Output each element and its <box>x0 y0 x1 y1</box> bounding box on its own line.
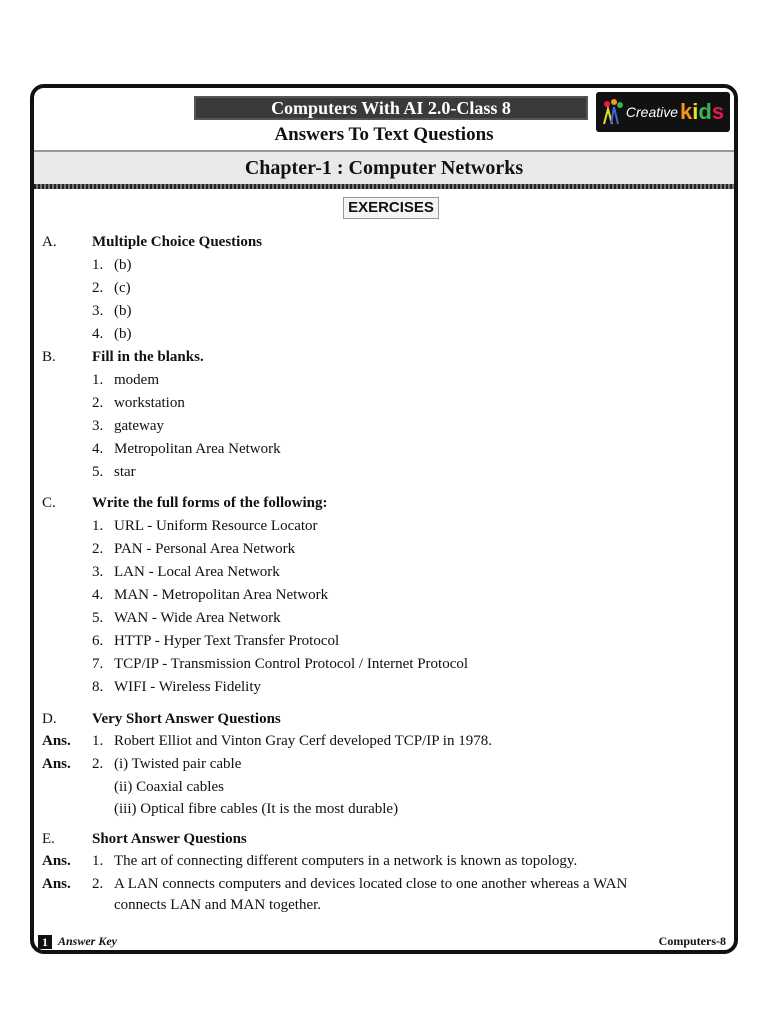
answer-label: Ans. <box>42 876 71 892</box>
chapter-title: Chapter-1 : Computer Networks <box>34 150 734 184</box>
kids-figures-icon <box>602 98 624 126</box>
list-item: 2. workstation <box>92 395 185 411</box>
section-letter: B. <box>42 349 56 365</box>
list-item: 3. (b) <box>92 303 132 319</box>
list-item: 4. Metropolitan Area Network <box>92 441 281 457</box>
logo-text-creative: Creative <box>625 104 679 120</box>
section-letter: C. <box>42 495 56 511</box>
list-item: 2. (c) <box>92 280 131 296</box>
footer-right: Computers-8 <box>658 934 726 948</box>
answer-text: 1. Robert Elliot and Vinton Gray Cerf developed TCP/IP in 1978. <box>92 733 492 749</box>
list-item: 6. HTTP - Hyper Text Transfer Protocol <box>92 633 340 649</box>
answer-text: 2. A LAN connects computers and devices located close to one another whereas a WAN <box>92 876 628 892</box>
divider <box>34 184 734 189</box>
list-item: 1. URL - Uniform Resource Locator <box>92 518 318 534</box>
page-subtitle: Answers To Text Questions <box>274 124 494 145</box>
answer-continuation: connects LAN and MAN together. <box>114 897 322 913</box>
section-title: Fill in the blanks. <box>92 349 204 365</box>
page-frame <box>30 84 738 954</box>
list-item: 8. WIFI - Wireless Fidelity <box>92 679 262 695</box>
answer-label: Ans. <box>42 733 71 749</box>
section-title: Short Answer Questions <box>92 831 247 847</box>
list-item: 3. LAN - Local Area Network <box>92 564 280 580</box>
answer-continuation: (iii) Optical fibre cables (It is the most durable) <box>114 801 399 817</box>
section-title: Very Short Answer Questions <box>92 711 281 727</box>
answer-label: Ans. <box>42 853 71 869</box>
list-item: 4. MAN - Metropolitan Area Network <box>92 587 329 603</box>
list-item: 4. (b) <box>92 326 132 342</box>
section-title: Multiple Choice Questions <box>92 234 263 250</box>
book-title: Computers With AI 2.0-Class 8 <box>194 96 588 120</box>
answer-continuation: (ii) Coaxial cables <box>114 779 224 795</box>
list-item: 1. (b) <box>92 257 132 273</box>
list-item: 7. TCP/IP - Transmission Control Protocol / Internet Protocol <box>92 656 469 672</box>
logo-text-kids: kids <box>680 99 725 124</box>
exercises-label: EXERCISES <box>343 197 439 219</box>
footer-left <box>38 934 117 949</box>
answer-label: Ans. <box>42 756 71 772</box>
answer-text: 2. (i) Twisted pair cable <box>92 756 242 772</box>
page-number: 1 <box>38 935 52 949</box>
list-item: 2. PAN - Personal Area Network <box>92 541 296 557</box>
section-letter: D. <box>42 711 57 727</box>
list-item: 3. gateway <box>92 418 164 434</box>
list-item: 1. modem <box>92 372 159 388</box>
section-letter: A. <box>42 234 57 250</box>
list-item: 5. WAN - Wide Area Network <box>92 610 281 626</box>
list-item: 5. star <box>92 464 136 480</box>
footer-label: Answer Key <box>58 934 118 948</box>
section-letter: E. <box>42 831 55 847</box>
section-title: Write the full forms of the following: <box>92 495 328 511</box>
answer-text: 1. The art of connecting different computers in a network is known as topology. <box>92 853 578 869</box>
